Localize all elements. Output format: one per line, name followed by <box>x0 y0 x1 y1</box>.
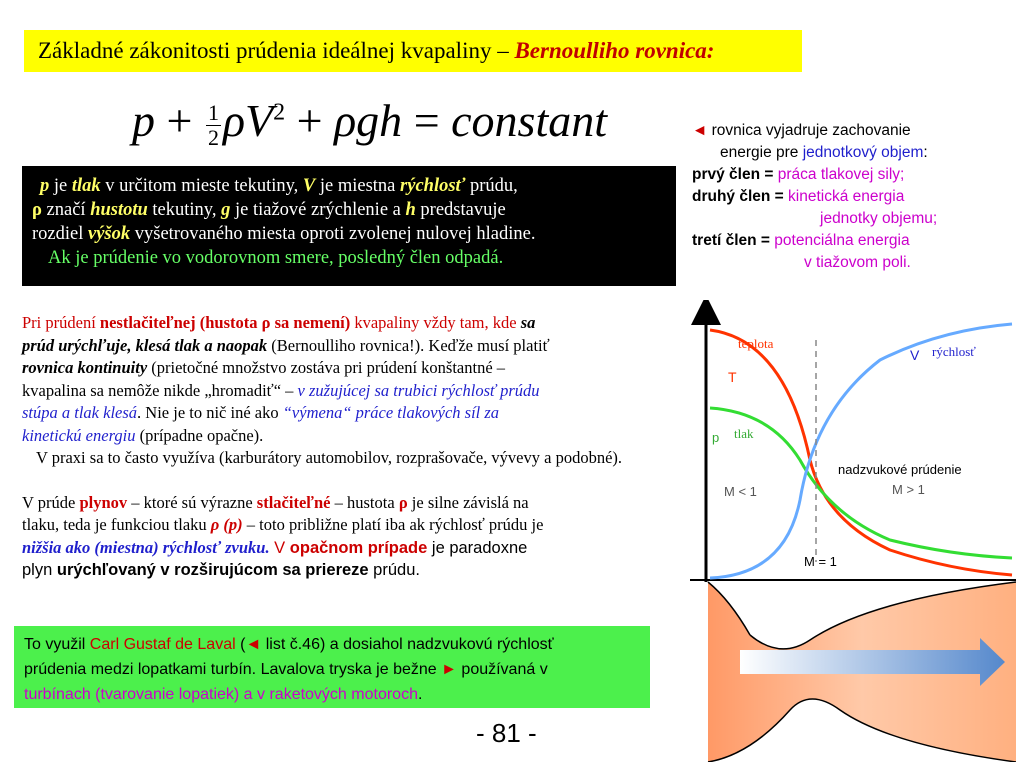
second-term-label: druhý člen = <box>692 188 789 205</box>
formula-rhogh: ρgh <box>334 95 403 146</box>
text-segment: . Nie je to nič iné ako <box>137 403 283 422</box>
text-segment: (prípadne opačne). <box>135 425 264 445</box>
back-arrow-icon: ◄ <box>692 122 708 139</box>
text-segment: v určitom mieste tekutiny, <box>100 176 303 196</box>
title-text: Základné zákonitosti prúdenia ideálnej kvapaliny – <box>38 38 515 63</box>
text-segment: plyn <box>22 561 57 579</box>
third-term-desc-2: v tiažovom poli. <box>804 254 911 271</box>
text-segment: vyšetrovaného miesta oproti zvolenej nulovej hladine. <box>130 224 536 244</box>
second-term-desc: kinetická energia <box>788 188 905 205</box>
note-line: : <box>923 144 928 161</box>
text-segment: rozdiel <box>32 224 88 244</box>
text-segment: je miestna <box>315 176 401 196</box>
main-text <box>22 312 672 582</box>
text-segment: opačnom prípade <box>289 538 428 557</box>
text-segment: je silne závislá na <box>407 492 529 512</box>
text-segment: . <box>417 686 423 703</box>
var-rychlost: rýchlosť <box>400 176 466 196</box>
text-segment: tlaku, teda je funkciou tlaku <box>22 515 211 534</box>
text-segment: sa nemení) <box>270 313 351 332</box>
text-segment: prúdu, <box>465 176 518 196</box>
text-segment: urýchľovaný v rozširujúcom sa priereze <box>56 561 369 579</box>
formula-plus-2: + <box>296 95 323 146</box>
text-segment: – ktoré sú výrazne <box>127 492 257 512</box>
text-segment: nižšia ako (miestna) rýchlosť zvuku. <box>22 537 270 557</box>
text-segment: je <box>49 176 72 196</box>
bernoulli-formula <box>132 94 608 156</box>
sonic-mach-label: M = 1 <box>804 554 837 569</box>
var-rho: ρ <box>32 200 42 220</box>
text-segment: Pri prúdení <box>22 313 100 332</box>
velocity-symbol: V <box>910 347 920 363</box>
forward-arrow-icon: ► <box>441 661 457 678</box>
text-segment: kvapaliny vždy tam, kde <box>350 313 521 332</box>
text-segment: prúdu. <box>368 561 420 579</box>
var-V: V <box>302 176 316 196</box>
text-segment: prúdenia medzi lopatkami turbín. Lavalova tryska je bežne <box>24 661 442 678</box>
formula-p: p <box>132 95 155 146</box>
var-g: g <box>221 200 231 220</box>
text-segment: kinetickú energiu <box>22 425 136 445</box>
formula-constant: constant <box>451 95 608 146</box>
text-segment: V <box>269 538 290 557</box>
practice-paragraph: V praxi sa to často využíva (karburátory automobilov, rozprašovače, vývevy a podobné). <box>36 448 623 467</box>
text-segment: (prietočné množstvo zostáva pri prúdení konštantné – <box>147 358 506 377</box>
velocity-curve <box>710 324 1012 578</box>
text-segment: kvapalina sa nemôže nikde „hromadiť“ – <box>22 380 298 400</box>
text-segment: používaná v <box>456 661 548 678</box>
text-segment: predstavuje <box>415 200 506 220</box>
text-segment: značí <box>41 200 91 220</box>
text-segment: list č.46) a dosiahol nadzvukovú rýchlosť <box>261 636 554 653</box>
first-term-desc: práca tlakovej sily; <box>777 166 905 183</box>
pressure-label: tlak <box>734 426 754 441</box>
text-segment: stlačiteľné <box>256 492 331 512</box>
text-segment: rovnica kontinuity <box>22 358 148 377</box>
text-segment: tekutiny, <box>147 200 222 220</box>
laval-link[interactable]: Carl Gustaf de Laval <box>89 636 236 653</box>
title-highlight: Bernoulliho rovnica: <box>514 38 715 63</box>
text-segment: stúpa a tlak klesá <box>22 403 138 422</box>
pressure-symbol: p <box>712 430 720 445</box>
var-hustotu: hustotu <box>90 200 148 220</box>
third-term-label: tretí člen = <box>692 232 775 249</box>
note-unit-volume: jednotkový objem <box>802 144 924 161</box>
laval-nozzle-diagram <box>690 300 1016 762</box>
formula-equals: = <box>413 95 440 146</box>
temperature-symbol: T <box>728 369 737 385</box>
note-line: energie pre <box>720 144 803 161</box>
third-term-desc: potenciálna energia <box>774 232 910 249</box>
text-segment: To využil <box>24 636 90 653</box>
var-p: p <box>40 176 50 196</box>
formula-plus: + <box>166 95 193 146</box>
text-segment: prúd urýchľuje, klesá tlak a naopak <box>22 335 268 355</box>
supersonic-mach-label: M > 1 <box>892 482 925 497</box>
text-segment: v zužujúcej sa trubici rýchlosť prúdu <box>297 380 540 400</box>
text-segment: je paradoxne <box>427 538 528 557</box>
var-h: h <box>405 200 416 220</box>
note-line: rovnica vyjadruje zachovanie <box>707 122 911 139</box>
horizontal-flow-note: Ak je prúdenie vo vodorovnom smere, posledný člen odpadá. <box>48 248 504 268</box>
pressure-curve <box>710 408 1012 558</box>
text-segment: turbínach (tvarovanie lopatiek) a v raketových motoroch <box>24 686 418 703</box>
supersonic-label: nadzvukové prúdenie <box>838 462 962 477</box>
text-segment: plynov <box>79 492 128 512</box>
text-segment: ρ <box>261 313 271 332</box>
temperature-label: teplota <box>738 336 774 351</box>
laval-note-box <box>14 626 650 708</box>
back-arrow-icon: ◄ <box>245 636 262 653</box>
text-segment: nestlačiteľnej (hustota <box>99 313 262 332</box>
text-segment: je tiažové zrýchlenie a <box>230 200 406 220</box>
var-tlak: tlak <box>71 176 101 196</box>
second-term-desc-2: jednotky objemu; <box>820 210 938 227</box>
formula-terms-note <box>692 120 1012 274</box>
subsonic-mach-label: M < 1 <box>724 484 757 499</box>
text-segment: ρ <box>398 492 408 512</box>
text-segment: V prúde <box>22 492 80 512</box>
formula-rhoV: ρV <box>222 95 274 146</box>
text-segment: ( <box>235 636 246 653</box>
text-segment: (Bernoulliho rovnica!). Keďže musí platiť <box>267 335 550 355</box>
variables-explanation-box <box>22 166 676 286</box>
text-segment: “výmena“ práce tlakových síl za <box>282 403 500 422</box>
slide-title <box>24 30 802 72</box>
page-number: - 81 - <box>476 718 537 748</box>
temperature-curve <box>710 330 1012 575</box>
text-segment: – toto približne platí iba ak rýchlosť prúdu je <box>242 515 544 534</box>
velocity-label: rýchlosť <box>932 344 976 359</box>
formula-square: 2 <box>273 99 286 126</box>
text-segment: – hustota <box>330 492 399 512</box>
formula-half-numerator: 1 <box>207 99 219 125</box>
text-segment: sa <box>520 313 536 332</box>
text-segment: ρ (p) <box>210 515 243 534</box>
formula-half-denominator: 2 <box>207 124 219 150</box>
var-vysok: výšok <box>88 224 131 244</box>
first-term-label: prvý člen = <box>692 166 778 183</box>
